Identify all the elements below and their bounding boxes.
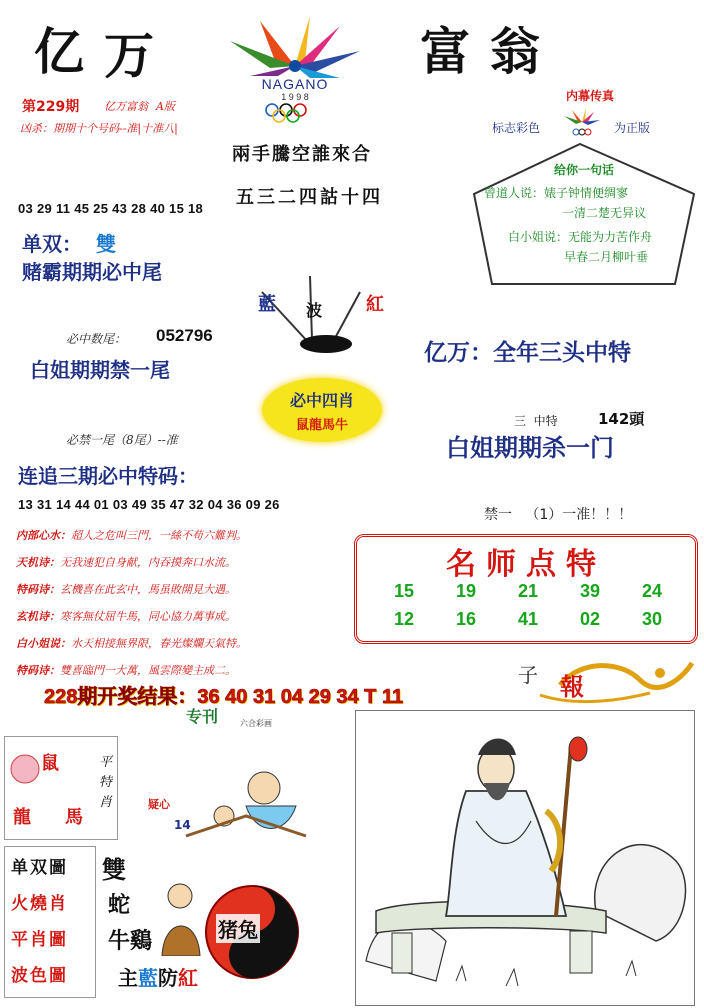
pentagon-label-right: 为正版 (614, 121, 651, 135)
poem-item (16, 578, 356, 605)
poem-text: 无我速犯自身献，内吞摸奔口水流。 (60, 556, 236, 569)
label-fire: 火燒肖 (11, 894, 68, 914)
master-row-2 (377, 609, 679, 630)
scholar-illustration (355, 710, 695, 1006)
tail-tag: 赌霸期期必中尾 (22, 260, 162, 284)
tag-number: 14 (174, 818, 191, 832)
pentagon-line-1b: 一清二楚无异议 (562, 206, 647, 220)
wave-blue: 藍 (258, 294, 276, 315)
wave-green: 波 (306, 301, 323, 320)
nagano-logo (200, 6, 390, 126)
master-number: 12 (393, 609, 415, 629)
four-zodiac-title: 必中四肖 (289, 391, 354, 410)
must-tail-label: 必中数尾： (66, 332, 127, 346)
bottom-left-panel (4, 736, 354, 1004)
master-row-1 (377, 581, 679, 602)
master-number: 21 (517, 581, 539, 601)
single-double-label: 单双： (22, 232, 82, 256)
master-number: 39 (579, 581, 601, 601)
head-special-value: 142頭 (598, 410, 645, 428)
poem-label: 特码诗： (16, 583, 60, 596)
bao-char: 報 (560, 672, 584, 701)
issue-brand: 亿万富翁 (104, 100, 148, 113)
olympic-flower-icon (200, 6, 390, 126)
master-number: 41 (517, 609, 539, 629)
zi-char: 子 (518, 663, 538, 687)
must-tail-value: 052796 (156, 326, 213, 345)
wave-red: 紅 (366, 294, 384, 315)
title-char-wan: 万 (104, 26, 154, 85)
master-number: 02 (579, 609, 601, 629)
poem-label: 特码诗： (16, 664, 60, 677)
zodiac-dragon: 龍 (13, 807, 31, 828)
rat-icon (9, 747, 43, 787)
zhuan-kan-strip (150, 704, 310, 726)
single-double-value: 雙 (96, 232, 116, 256)
pentagon-line-2b: 早春二月柳叶垂 (564, 250, 649, 264)
master-number: 24 (641, 581, 663, 601)
label-wave: 波色圖 (11, 966, 68, 986)
pentagon-header: 内幕传真 (566, 89, 615, 103)
logo-text: NAGANO (261, 76, 329, 92)
yiwan-slogan: 亿万：全年三头中特 (424, 340, 631, 366)
label-flat: 平肖圖 (11, 930, 68, 950)
title-char-fu: 富 (420, 22, 470, 81)
zhu-char: 主 (118, 966, 138, 990)
master-title: 名师点特 (446, 547, 606, 582)
pentagon-caption: 给你一句话 (554, 163, 615, 177)
four-zodiac-list: 鼠龍馬牛 (295, 418, 348, 433)
side-text: 平特肖 (99, 755, 113, 810)
poem-item (16, 524, 356, 551)
wave-diagram (248, 270, 408, 360)
poem-line-2: 五三二四詁十四 (236, 187, 383, 208)
poem-item (16, 632, 356, 659)
head-special-label: 三 中特 (514, 414, 558, 428)
snake-char: 蛇 (108, 893, 131, 918)
scholar-picture (356, 711, 694, 1005)
lan-char: 藍 (138, 966, 158, 990)
chase-title: 连追三期必中特码： (18, 464, 198, 488)
master-number: 30 (641, 609, 663, 629)
master-panel (354, 534, 698, 644)
poem-item (16, 605, 356, 632)
issue-subtitle: 凶杀：期期十个号码--准|十准八| (20, 122, 178, 135)
zhuan-kan-brand: 专刊 (186, 707, 219, 726)
poem-item (16, 551, 356, 578)
forbid-one: 禁一 （1）一准！！！ (484, 507, 633, 523)
monk-icon (154, 876, 208, 956)
zodiac-rat: 鼠 (41, 753, 59, 774)
poem-line-1: 兩手騰空誰來合 (232, 144, 372, 165)
issue-number: 第229期 (22, 99, 80, 115)
pentagon-label-left: 标志彩色 (492, 121, 541, 135)
result-banner: 228期开奖结果：36 40 31 04 29 34 T 11 (44, 686, 404, 708)
hong-char: 紅 (178, 966, 198, 990)
poem-label: 白小姐说： (16, 637, 71, 650)
issue-grade: A版 (156, 100, 175, 113)
fang-char: 防 (158, 966, 178, 990)
pentagon-panel (470, 82, 700, 292)
kids-cartoon (126, 746, 326, 846)
zi-bao-banner (510, 655, 696, 709)
poem-text: 超人之危叫三門，一絲不苟六難判。 (71, 529, 247, 542)
poem-text: 玄機喜在此玄中，馬虽敗開見大遇。 (60, 583, 236, 596)
kill-tail: 白姐期期禁一尾 (30, 358, 170, 382)
label-column (4, 846, 96, 998)
title-char-yi: 亿 (34, 22, 84, 81)
small-logo-icon (560, 108, 604, 136)
main-color-line (118, 962, 198, 991)
title-char-weng: 翁 (490, 22, 540, 81)
master-number: 16 (455, 609, 477, 629)
numbers-chase: 13 31 14 44 01 03 49 35 47 32 04 36 09 26 (18, 497, 280, 512)
poem-label: 内部心水： (16, 529, 71, 542)
forbid-tail: 必禁一尾（8尾）--准 (66, 433, 178, 447)
zodiac-horse: 馬 (65, 807, 83, 828)
tag-text: 疑心 (148, 798, 170, 811)
four-zodiac-badge (262, 378, 382, 442)
poem-label: 天机诗： (16, 556, 60, 569)
pig-rabbit-chars: 猪兔 (216, 914, 260, 943)
ox-chicken-chars: 牛鷄 (108, 929, 153, 954)
poem-text: 寒客無仗屈牛馬，同心協力萬事成。 (60, 610, 236, 623)
poem-text: 水天相接無界限，春光燦爛天氣特。 (71, 637, 247, 650)
master-number: 19 (455, 581, 477, 601)
poem-list (16, 524, 356, 686)
logo-year: 1 9 9 8 (281, 92, 309, 102)
kill-door: 白姐期期杀一门 (446, 434, 614, 462)
label-single-double: 单双圖 (11, 858, 68, 878)
poem-text: 雙喜臨門一大萬，風雲際變主成二。 (60, 664, 236, 677)
zodiac-box (4, 736, 118, 840)
double-char: 雙 (102, 856, 126, 884)
poem-label: 玄机诗： (16, 610, 60, 623)
numbers-top: 03 29 11 45 25 43 28 40 15 18 (18, 201, 204, 216)
pentagon-line-2a: 白小姐说：无能为力苦作舟 (508, 230, 653, 244)
zhuan-kan-sub: 六合彩画 (240, 719, 272, 728)
master-number: 15 (393, 581, 415, 601)
pentagon-line-1a: 曾道人说：婊子钟情便绸寥 (484, 186, 629, 200)
